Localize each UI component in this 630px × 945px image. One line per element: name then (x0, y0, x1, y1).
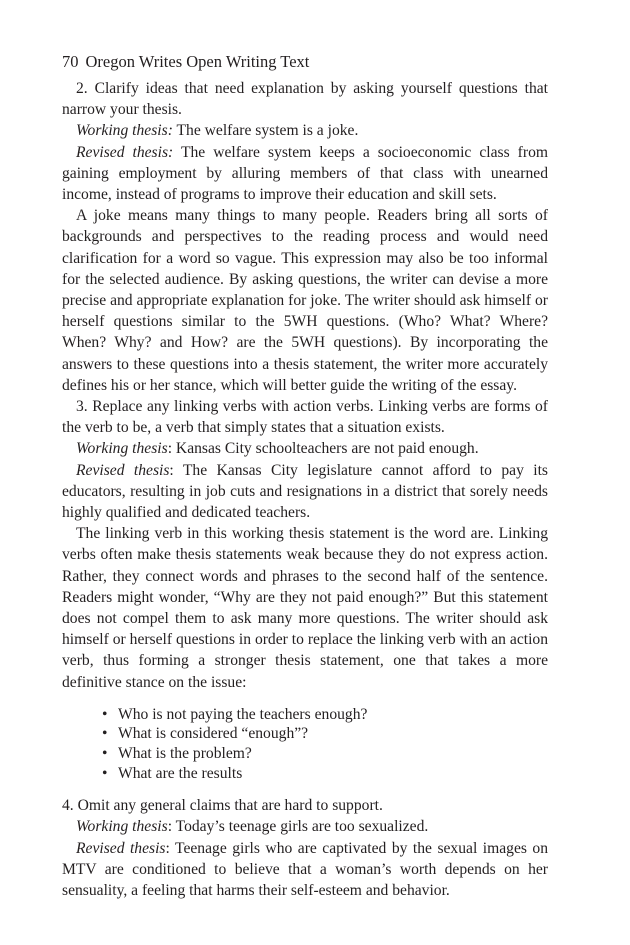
section-3-explanation: The linking verb in this working thesis statement is the word are. Linking verbs often make thesis statements weak because they do not express action. Rather, they connect words and phrases to the second half of the sentence. Readers might wonder, “Why are they not paid enough?” But this statement does not compel them to ask many more questions. The writer should ask himself or herself questions in order to replace the linking verb with an action verb, thus forming a stronger thesis statement, one that takes a more definitive stance on the issue: (62, 525, 548, 691)
revised-thesis-text: : The Kansas City legislature cannot afford to pay its educators, resulting in job cuts and resignations in a district that sorely needs highly qualified and dedicated teachers. (62, 461, 549, 522)
section-2-explanation: A joke means many things to many people. Readers bring all sorts of backgrounds and perspectives to the reading process and would need clarification for a word so vague. This expression may also be too informal for the selected audience. By asking questions, the writer can devise a more precise and appropriate explanation for joke. The writer should ask himself or herself questions similar to the 5WH questions. (Who? What? Where? When? Why? and How? are the 5WH questions). By incorporating the answers to these questions into a thesis statement, the writer more accurately defines his or her stance, which will better guide the writing of the essay. (62, 207, 548, 394)
running-title: Oregon Writes Open Writing Text (85, 52, 310, 71)
working-thesis-text: : Kansas City schoolteachers are not paid enough. (167, 440, 479, 458)
section-2-revised-thesis (62, 142, 548, 206)
revised-thesis-label: Revised thesis (76, 461, 170, 479)
list-item: • Who is not paying the teachers enough? (102, 705, 548, 725)
document-page (62, 52, 548, 901)
section-3-revised-thesis (62, 460, 548, 524)
section-2-working-thesis (62, 120, 548, 141)
section-2-intro: 2. Clarify ideas that need explanation by asking yourself questions that narrow your thesis. (62, 80, 548, 119)
working-thesis-label: Working thesis: (76, 122, 173, 140)
page-number: 70 (62, 52, 79, 71)
section-4-working-thesis (62, 816, 548, 837)
revised-thesis-label: Revised thesis (76, 839, 166, 857)
revised-thesis-text: The welfare system keeps a socioeconomic class from gaining employment by alluring members of that class with unearned income, instead of programs to improve their education and skill sets. (62, 143, 548, 204)
list-item: • What are the results (102, 764, 548, 784)
section-4-intro: 4. Omit any general claims that are hard to support. (62, 797, 383, 815)
working-thesis-label: Working thesis (76, 818, 168, 836)
section-4-revised-thesis (62, 838, 548, 902)
list-item: • What is considered “enough”? (102, 724, 548, 744)
revised-thesis-label: Revised thesis: (76, 143, 174, 161)
list-item: • What is the problem? (102, 744, 548, 764)
working-thesis-text: : Today’s teenage girls are too sexualized. (167, 818, 429, 836)
question-list (62, 705, 548, 783)
working-thesis-label: Working thesis (76, 440, 168, 458)
section-3-intro: 3. Replace any linking verbs with action verbs. Linking verbs are forms of the verb to be, a verb that simply states that a situation exists. (62, 398, 548, 437)
running-header (62, 52, 548, 72)
revised-thesis-text: : Teenage girls who are captivated by the sexual images on MTV are conditioned to believe that a woman’s worth depends on her sensuality, a feeling that harms their self-esteem and behavior. (62, 839, 549, 900)
working-thesis-text: The welfare system is a joke. (172, 122, 359, 140)
section-3-working-thesis (62, 438, 548, 459)
